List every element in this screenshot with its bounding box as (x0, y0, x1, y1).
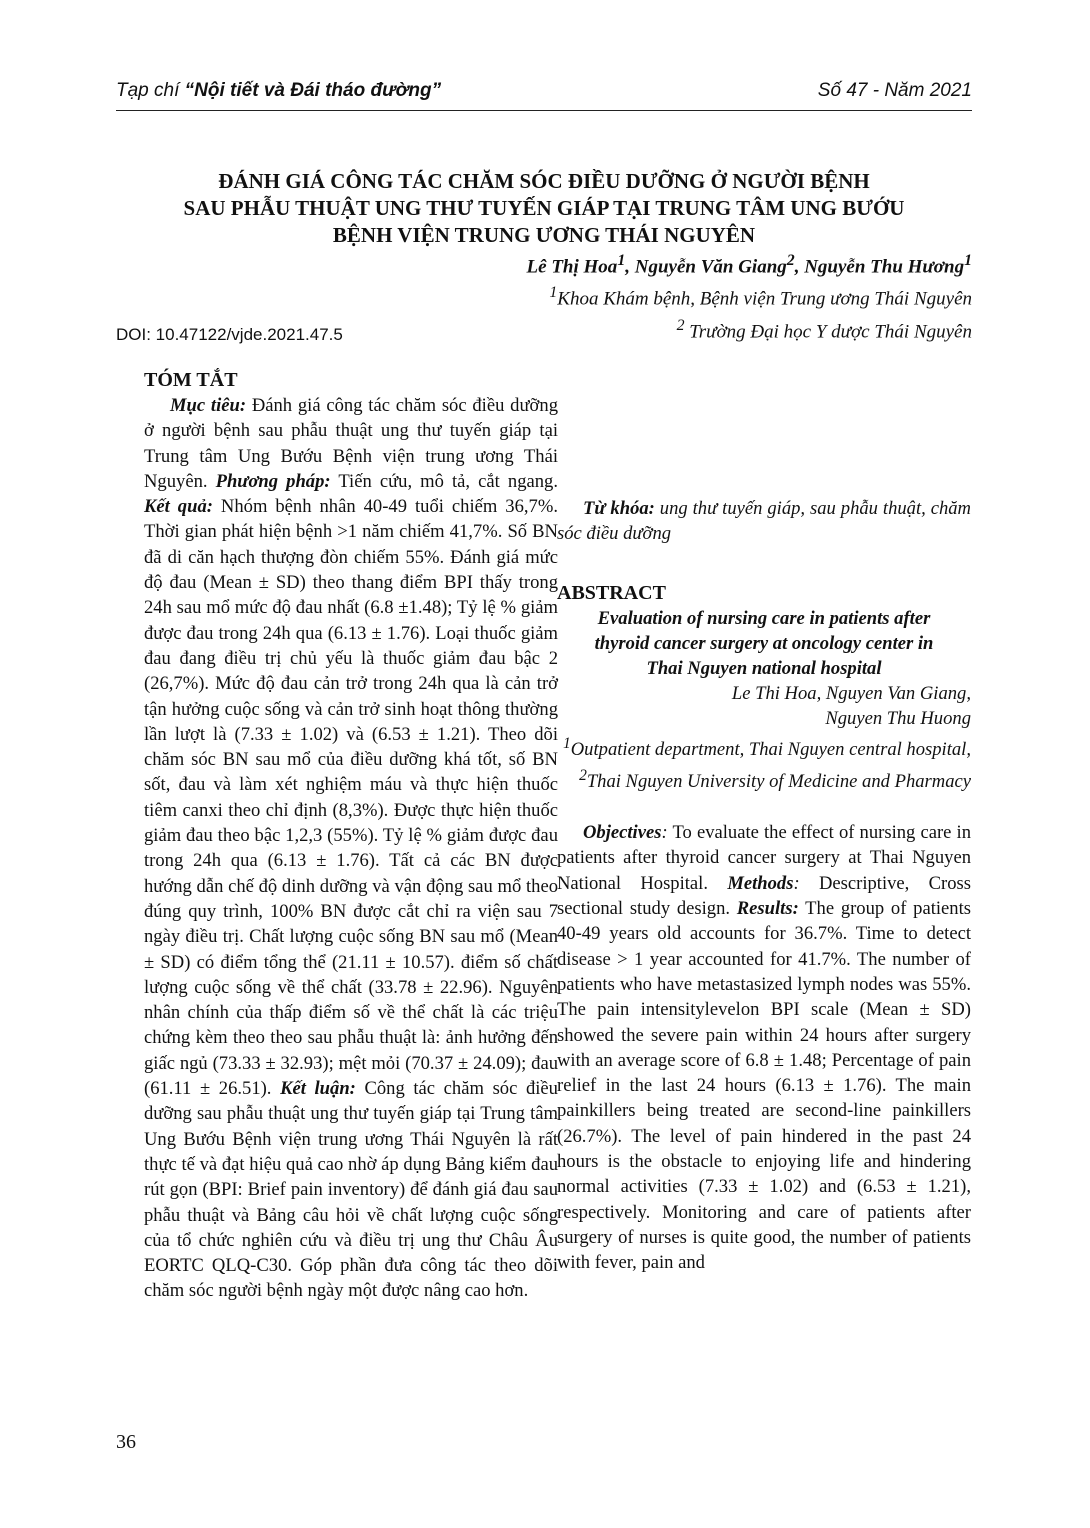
en-abstract-text: Objectives: To evaluate the effect of nursing care in patients after thyroid cancer surgery at Thai Nguyen National Hospital. Methods: Descriptive, Cross sectional study design. Results: The group of patients 40-49 years old accounts for 36.7%. Time to detect disease > 1 year accounted for 41.7%. The number of patients who have metastasized lymph nodes was 55%. The pain intensitylevelon BPI scale (Mean ± SD) showed the severe pain within 24 hours after surgery with an average score of 6.8 ± 1.48; Percentage of pain relief in the last 24 hours (6.13 ± 1.76). The main painkillers being treated are second-line painkillers (26.7%). The level of pain hindered in the past 24 hours is the obstacle to enjoying life and hindering normal activities (7.33 ± 1.02) and (6.53 ± 1.21), respectively. Monitoring and care of patients after surgery of nurses is quite good, the number of patients with fever, pain and (557, 822, 972, 1274)
journal-title: Tạp chí “Nội tiết và Đái tháo đường” (116, 80, 442, 101)
affiliation-1: $^1$Khoa Khám bệnh, Bệnh viện Trung ương Thái Nguyên (549, 284, 972, 310)
article-title (116, 168, 972, 249)
title-line: BỆNH VIỆN TRUNG ƯƠNG THÁI NGUYÊN (332, 223, 756, 247)
vn-keywords: Từ khóa: ung thư tuyến giáp, sau phẫu thuật, chăm sóc điều dưỡng (557, 498, 971, 545)
header-rule (116, 110, 972, 111)
running-header (116, 80, 972, 110)
en-title (557, 606, 971, 681)
en-title-line: thyroid cancer surgery at oncology center in (594, 632, 934, 654)
vn-abstract-heading: TÓM TẮT (144, 369, 238, 391)
vn-abstract-text: Mục tiêu: Đánh giá công tác chăm sóc điều dưỡng ở người bệnh sau phẫu thuật ung thư tuyến giáp tại Trung tâm Ung Bướu Bệnh viện trung ương Thái Nguyên. Phương pháp: Tiến cứu, mô tả, cắt ngang. Kết quả: Nhóm bệnh nhân 40-49 tuổi chiếm 36,7%. Thời gian phát hiện bệnh >1 năm chiếm 41,7%. Số BN đã di căn hạch thượng đòn chiếm 55%. Đánh giá mức độ đau (Mean ± SD) theo thang điểm BPI thấy trong 24h sau mổ mức độ đau nhất (6.8 ±1.48); Tỷ lệ % giảm được đau trong 24h qua (6.13 ± 1.76). Loại thuốc giảm đau đang điều trị chủ yếu là thuốc giảm đau bậc 2 (26,7%). Mức độ đau cản trở trong 24h qua là cản trở tận hưởng cuộc sống và cản trở sinh hoạt thông thường lần lượt là (7.33 ± 1.02) và (6.53 ± 1.21). Theo dõi chăm sóc BN sau mổ của điều dưỡng khá tốt, số BN sốt, đau và làm xét nghiệm máu và thực hiện thuốc tiêm canxi theo chỉ định (8,3%). Được thực hiện thuốc giảm đau theo bậc 1,2,3 (55%). Tỷ lệ % giảm được đau trong 24h qua (6.13 ± 1.76). Tất cả các BN được hướng dẫn chế độ dinh dưỡng và vận động sau mổ theo đúng quy trình, 100% BN được cắt chỉ ra viện sau 7 ngày điều trị. Chất lượng cuộc sống BN sau mổ (Mean ± SD) có điểm tổng thể (21.11 ± 10.57). điểm số chất lượng cuộc sống về thể chất (33.78 ± 22.96). Nguyên nhân chính của thấp điểm số về thể chất là các triệu chứng kèm theo theo sau phẫu thuật là: ảnh hưởng đến giấc ngủ (73.33 ± 32.93); mệt mỏi (70.37 ± 24.09); đau (61.11 ± 26.51). Kết luận: Công tác chăm sóc điều dưỡng sau phẫu thuật ung thư tuyến giáp tại Trung tâm Ung Bướu Bệnh viện trung ương Thái Nguyên là rất thực tế và đạt hiệu quả cao nhờ áp dụng Bảng kiểm đau rút gọn (BPI: Brief pain inventory) để đánh giá đau sau phẫu thuật và Bảng câu hỏi về chất lượng cuộc sống của tổ chức nghiên cứu và điều trị ung thư Châu Âu EORTC QLQ-C30. Góp phần đưa công tác theo dõi chăm sóc người bệnh ngày một được nâng cao hơn. (144, 395, 559, 1302)
page-number: 36 (116, 1431, 136, 1453)
en-title-line: Evaluation of nursing care in patients after (597, 607, 931, 629)
title-line: SAU PHẪU THUẬT UNG THƯ TUYẾN GIÁP TẠI TRUNG TÂM UNG BƯỚU (183, 196, 905, 220)
affiliation-2: $^2$ Trường Đại học Y dược Thái Nguyên (676, 316, 972, 342)
author-block (527, 248, 972, 345)
right-column (557, 368, 971, 1276)
doi: DOI: 10.47122/vjde.2021.47.5 (116, 325, 343, 344)
author-names: Lê Thị Hoa$^1$, Nguyễn Văn Giang$^2$, Nguyễn Thu Hương$^1$ (526, 252, 972, 278)
en-affiliations: $^1$Outpatient department, Thai Nguyen central hospital, $^2$Thai Nguyen University of Medicine and Pharmacy (563, 735, 971, 792)
issue-label: Số 47 - Năm 2021 (817, 80, 972, 101)
en-authors: Le Thi Hoa, Nguyen Van Giang, Nguyen Thu Huong $^1$Outpatient department, Thai Nguyen central hospital, $^2$Thai Nguyen University of Medicine and Pharmacy (557, 681, 971, 795)
title-line: ĐÁNH GIÁ CÔNG TÁC CHĂM SÓC ĐIỀU DƯỠNG Ở NGƯỜI BỆNH (218, 169, 870, 193)
en-title-line: Thai Nguyen national hospital (646, 657, 882, 679)
en-abstract-heading: ABSTRACT (557, 581, 666, 604)
left-column (144, 368, 558, 1304)
